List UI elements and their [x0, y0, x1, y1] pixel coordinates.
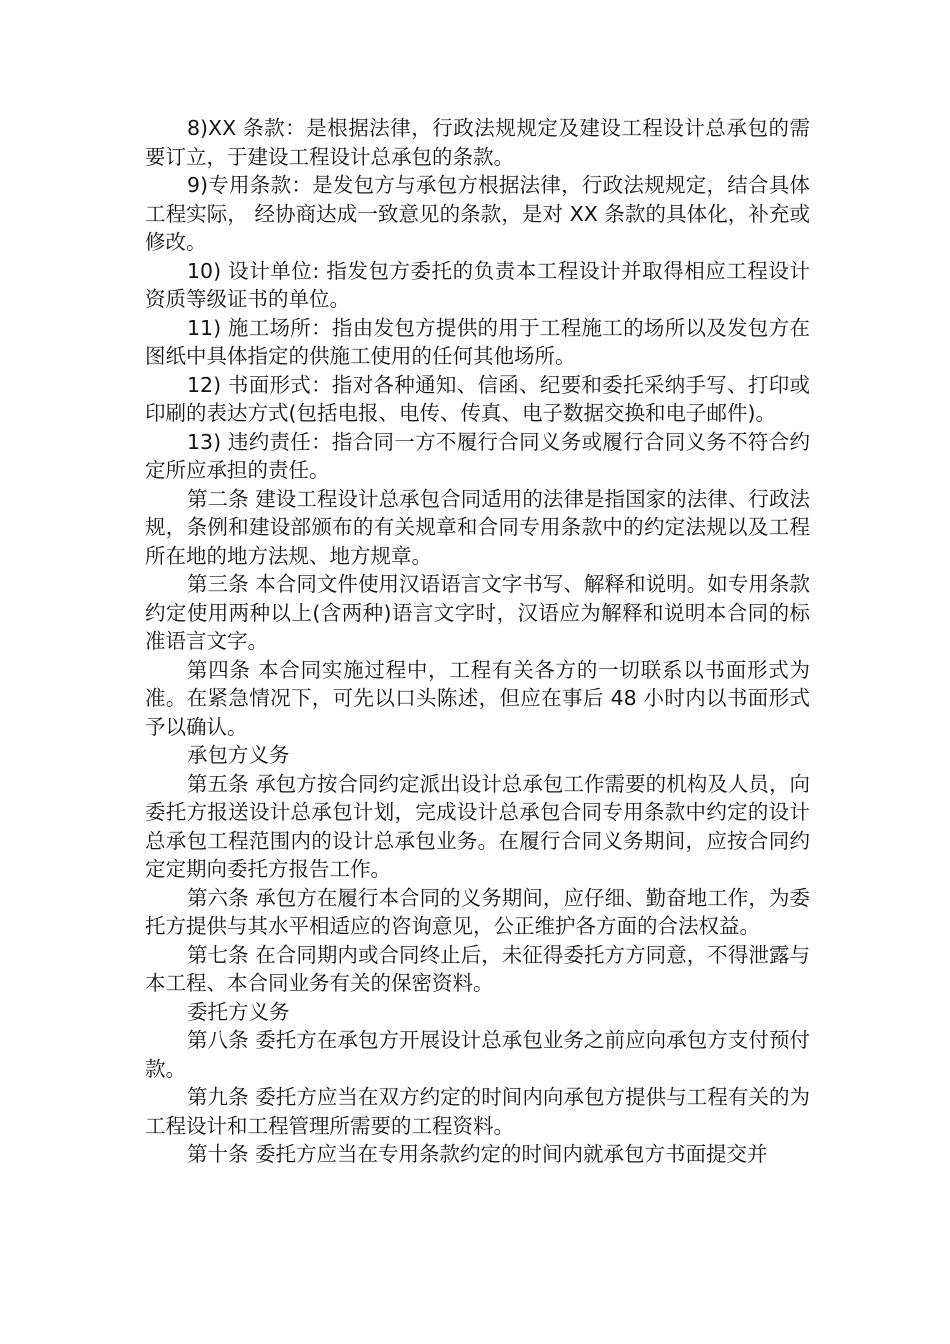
article-7: 第七条 在合同期内或合同终止后，未征得委托方方同意，不得泄露与本工程、本合同业务有关的保密资料。: [145, 942, 810, 995]
article-8: 第八条 委托方在承包方开展设计总承包业务之前应向承包方支付预付款。: [145, 1028, 810, 1081]
document-body: [145, 114, 810, 1169]
clause-12-definition: 12) 书面形式：指对各种通知、信函、纪要和委托采纳手写、打印或印刷的表达方式(包括电报、电传、传真、电子数据交换和电子邮件)。: [145, 372, 810, 425]
clause-10-definition: 10) 设计单位: 指发包方委托的负责本工程设计并取得相应工程设计资质等级证书的单位。: [145, 258, 810, 311]
article-4: 第四条 本合同实施过程中，工程有关各方的一切联系以书面形式为准。在紧急情况下，可先以口头陈述，但应在事后 48 小时内以书面形式予以确认。: [145, 657, 810, 739]
article-6: 第六条 承包方在履行本合同的义务期间，应仔细、勤奋地工作，为委托方提供与其水平相适应的咨询意见，公正维护各方面的合法权益。: [145, 885, 810, 938]
article-5: 第五条 承包方按合同约定派出设计总承包工作需要的机构及人员，向委托方报送设计总承包计划，完成设计总承包合同专用条款中约定的设计总承包工程范围内的设计总承包业务。在履行合同义务期间，应按合同约定定期向委托方报告工作。: [145, 771, 810, 881]
clause-8-definition: 8)XX 条款：是根据法律，行政法规规定及建设工程设计总承包的需要订立，于建设工程设计总承包的条款。: [145, 116, 810, 169]
article-3: 第三条 本合同文件使用汉语语言文字书写、解释和说明。如专用条款约定使用两种以上(含两种)语言文字时，汉语应为解释和说明本合同的标准语言文字。: [145, 572, 810, 653]
article-2: 第二条 建设工程设计总承包合同适用的法律是指国家的法律、行政法规，条例和建设部颁布的有关规章和合同专用条款中的约定法规以及工程所在地的地方法规、地方规章。: [145, 486, 810, 568]
clause-9-definition: 9)专用条款：是发包方与承包方根据法律，行政法规规定，结合具体工程实际， 经协商达成一致意见的条款，是对 XX 条款的具体化，补充或修改。: [145, 173, 810, 254]
section-heading-contractor-obligations: 承包方义务: [187, 743, 290, 767]
clause-13-definition: 13) 违约责任：指合同一方不履行合同义务或履行合同义务不符合约定所应承担的责任。: [145, 429, 810, 482]
article-10: 第十条 委托方应当在专用条款约定的时间内就承包方书面提交并: [187, 1142, 768, 1166]
article-9: 第九条 委托方应当在双方约定的时间内向承包方提供与工程有关的为工程设计和工程管理所需要的工程资料。: [145, 1085, 810, 1138]
section-heading-client-obligations: 委托方义务: [187, 999, 290, 1024]
clause-11-definition: 11) 施工场所：指由发包方提供的用于工程施工的场所以及发包方在图纸中具体指定的供施工使用的任何其他场所。: [145, 315, 810, 368]
